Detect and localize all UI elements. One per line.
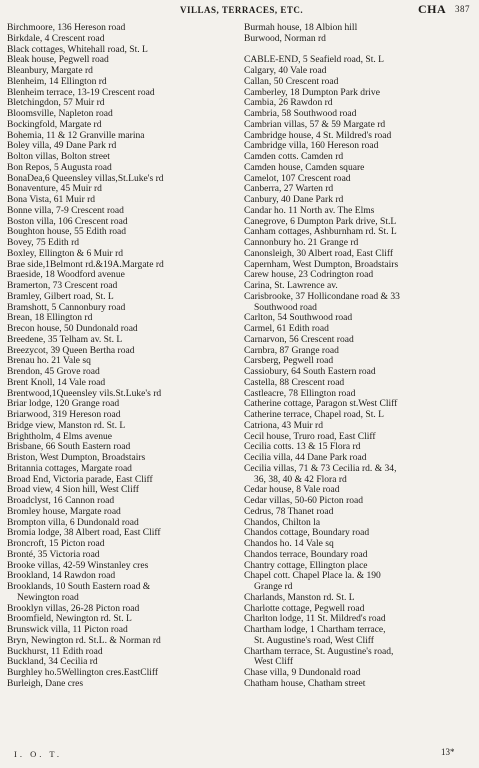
- directory-entry: CABLE-END, 5 Seafield road, St. L: [244, 55, 384, 66]
- directory-entry: Cambridge house, 4 St. Mildred's road: [244, 130, 392, 141]
- directory-entry: Carew house, 23 Codrington road: [244, 270, 374, 281]
- directory-entry: Bon Repos, 5 Augusta road: [7, 162, 112, 173]
- directory-entry: Cannonbury ho. 21 Grange rd: [244, 238, 359, 248]
- directory-entry: Charlotte cottage, Pegwell road: [244, 603, 365, 614]
- directory-entry: Newington road: [17, 592, 79, 603]
- directory-entry: Braeside, 18 Woodford avenue: [7, 270, 125, 281]
- footer-sheet-mark: 13*: [441, 747, 455, 757]
- directory-entry: Bleak house, Pegwell road: [7, 55, 109, 66]
- directory-entry: West Cliff: [254, 657, 294, 668]
- directory-entry: Grange rd: [254, 582, 293, 592]
- directory-entry: Boley villa, 49 Dane Park rd: [7, 141, 117, 152]
- directory-entry: Brooklands, 10 South Eastern road &: [7, 582, 151, 592]
- directory-entry: Brenau ho. 21 Vale sq: [7, 356, 91, 367]
- directory-entry: Castella, 88 Crescent road: [244, 377, 345, 388]
- directory-entry: Brae side,1Belmont rd.&19A.Margate rd: [7, 259, 164, 270]
- directory-entry: Capernham, West Dumpton, Broadstairs: [244, 259, 399, 270]
- directory-entry: Bovey, 75 Edith rd: [7, 238, 80, 248]
- directory-entry: Britannia cottages, Margate road: [7, 463, 132, 474]
- directory-entry: Chase villa, 9 Dundonald road: [244, 668, 361, 678]
- directory-entry: Bonaventure, 45 Muir rd: [7, 184, 102, 195]
- directory-entry: Bohemia, 11 & 12 Granville marina: [7, 130, 145, 141]
- directory-entry: 36, 38, 40 & 42 Flora rd: [254, 474, 347, 485]
- directory-entry: Brean, 18 Ellington rd: [7, 313, 93, 324]
- directory-entry: St. Augustine's road, West Cliff: [254, 635, 374, 646]
- directory-entry: Chandos cottage, Boundary road: [244, 528, 370, 539]
- directory-entry: Buckland, 34 Cecilia rd: [7, 657, 98, 668]
- directory-entry: Carisbrooke, 37 Hollicondane road & 33: [244, 291, 400, 302]
- page-header: [0, 3, 479, 19]
- directory-entry: Bramley, Gilbert road, St. L: [7, 291, 114, 302]
- directory-entry: Bloomsville, Napleton road: [7, 109, 113, 119]
- directory-entry: Blenheim terrace, 13-19 Crescent road: [7, 87, 155, 98]
- directory-entry: Bonne villa, 7-9 Crescent road: [7, 205, 124, 216]
- directory-entry: Bramshott, 5 Cannonbury road: [7, 302, 126, 313]
- directory-entry: Carnbra, 87 Grange road: [244, 345, 339, 356]
- directory-entry: Bramerton, 73 Crescent road: [7, 281, 118, 291]
- directory-entry: Breezycot, 39 Queen Bertha road: [7, 345, 135, 356]
- right-column: [244, 23, 476, 690]
- directory-entry: Camden house, Camden square: [244, 162, 365, 173]
- directory-entry: Brightholm, 4 Elms avenue: [7, 431, 113, 442]
- directory-entry: Burghley ho.5Wellington cres.EastCliff: [7, 668, 159, 678]
- directory-entry: Burwood, Norman rd: [244, 33, 326, 44]
- directory-entry: Cecilia cotts. 13 & 15 Flora rd: [244, 442, 361, 453]
- directory-entry: Boughton house, 55 Edith road: [7, 227, 127, 238]
- directory-entry: Blenheim, 14 Ellington rd: [7, 76, 107, 87]
- directory-entry: Catriona, 43 Muir rd: [244, 420, 324, 431]
- directory-entry: Candar ho. 11 North av. The Elms: [244, 205, 375, 216]
- directory-entry: Birchmoore, 136 Hereson road: [7, 23, 126, 33]
- directory-entry: Chapel cott. Chapel Place la. & 190: [244, 571, 381, 582]
- directory-entry: Chandos, Chilton la: [244, 517, 321, 528]
- directory-entry: Canegrove, 6 Dumpton Park drive, St.L: [244, 216, 397, 227]
- directory-entry: Carlton, 54 Southwood road: [244, 313, 353, 324]
- directory-entry: Bronté, 35 Victoria road: [7, 549, 100, 560]
- directory-entry: Carnarvon, 56 Crescent road: [244, 334, 354, 345]
- directory-entry: Cambrian villas, 57 & 59 Margate rd: [244, 119, 386, 130]
- directory-entry: Cecilia villas, 71 & 73 Cecilia rd. & 34,: [244, 463, 397, 474]
- directory-entry: Breedene, 35 Telham av. St. L: [7, 334, 123, 345]
- directory-entry: Cedrus, 78 Thanet road: [244, 506, 334, 517]
- directory-entry: Bletchingdon, 57 Muir rd: [7, 98, 105, 109]
- directory-entry: Camelot, 107 Crescent road: [244, 173, 351, 184]
- directory-entry: Bockingfold, Margate rd: [7, 119, 102, 130]
- directory-entry: Charlands, Manston rd. St. L: [244, 592, 355, 603]
- directory-entry: Bromia lodge, 38 Albert road, East Cliff: [7, 528, 161, 539]
- directory-entry: Camberley, 18 Dumpton Park drive: [244, 87, 380, 98]
- directory-entry: Bolton villas, Bolton street: [7, 152, 110, 162]
- directory-entry: Bryn, Newington rd. St.L. & Norman rd: [7, 635, 161, 646]
- directory-entry: Brecon house, 50 Dundonald road: [7, 324, 138, 334]
- directory-entry: Carina, St. Lawrence av.: [244, 281, 338, 291]
- directory-entry: Bromley house, Margate road: [7, 506, 121, 517]
- directory-entry: Canonsleigh, 30 Albert road, East Cliff: [244, 248, 394, 259]
- directory-entry: Brisbane, 66 South Eastern road: [7, 442, 131, 453]
- directory-entry: Carmel, 61 Edith road: [244, 324, 329, 334]
- directory-entry: Chandos terrace, Boundary road: [244, 549, 368, 560]
- directory-entry: BonaDea,6 Queensley villas,St.Luke's rd: [7, 173, 164, 184]
- directory-entry: Broomfield, Newington rd. St. L: [7, 614, 132, 625]
- directory-entry: Charlton lodge, 11 St. Mildred's road: [244, 614, 386, 625]
- directory-entry: Bleanbury, Margate rd: [7, 66, 93, 76]
- directory-entry: Brooke villas, 42-59 Winstanley cres: [7, 560, 149, 571]
- directory-entry: Castleacre, 78 Ellington road: [244, 388, 356, 399]
- directory-entry: Canham cottages, Ashburnham rd. St. L: [244, 227, 397, 238]
- directory-entry: Cecil house, Truro road, East Cliff: [244, 431, 376, 442]
- page-number: 387: [455, 4, 470, 14]
- index-letters: CHA: [418, 2, 447, 16]
- directory-entry: Callan, 50 Crescent road: [244, 76, 339, 87]
- directory-entry: Birkdale, 4 Crescent road: [7, 33, 105, 44]
- directory-entry: Broncroft, 15 Picton road: [7, 539, 105, 549]
- directory-entry: Buckhurst, 11 Edith road: [7, 646, 103, 657]
- directory-entry: Burleigh, Dane cres: [7, 678, 84, 689]
- section-title: VILLAS, TERRACES, ETC.: [180, 5, 304, 15]
- directory-entry: Brentwood,1Queensley vils.St.Luke's rd: [7, 388, 162, 399]
- directory-entry: Brendon, 45 Grove road: [7, 367, 100, 377]
- directory-entry: Canberra, 27 Warten rd: [244, 184, 334, 195]
- directory-entry: Brent Knoll, 14 Vale road: [7, 377, 106, 388]
- directory-entry: Bridge view, Manston rd. St. L: [7, 420, 126, 431]
- directory-entry: Brooklyn villas, 26-28 Picton road: [7, 603, 140, 614]
- directory-entry: Cambridge villa, 160 Hereson road: [244, 141, 379, 152]
- directory-entry: Cedar villas, 50-60 Picton road: [244, 496, 364, 506]
- directory-entry: Boston villa, 106 Crescent road: [7, 216, 128, 227]
- directory-entry: Chandos ho. 14 Vale sq: [244, 539, 334, 549]
- directory-entry: Carsberg, Pegwell road: [244, 356, 334, 367]
- directory-entry: Briar lodge, 120 Grange road: [7, 399, 120, 410]
- directory-entry: Cedar house, 8 Vale road: [244, 485, 340, 496]
- directory-entry: Chartham terrace, St. Augustine's road,: [244, 646, 394, 657]
- directory-entry: Bona Vista, 61 Muir rd: [7, 195, 96, 205]
- directory-entry: Brompton villa, 6 Dundonald road: [7, 517, 139, 528]
- left-column: [7, 23, 233, 690]
- directory-entry: Cecilia villa, 44 Dane Park road: [244, 453, 367, 463]
- footer-signature: I. O. T.: [14, 749, 63, 759]
- directory-entry: Chartham lodge, 1 Chartham terrace,: [244, 625, 386, 635]
- directory-entry: Canbury, 40 Dane Park rd: [244, 195, 344, 205]
- directory-entry: Catherine cottage, Paragon st.West Cliff: [244, 399, 398, 410]
- directory-entry: Southwood road: [254, 302, 317, 313]
- directory-entry: Cambia, 26 Rawdon rd: [244, 98, 333, 109]
- directory-entry: Broad view, 4 Sion hill, West Cliff: [7, 485, 139, 496]
- directory-entry: [244, 45, 476, 56]
- directory-entry: Broadclyst, 16 Cannon road: [7, 496, 115, 506]
- directory-entry: Cambria, 58 Southwood road: [244, 109, 357, 119]
- directory-entry: Briarwood, 319 Hereson road: [7, 410, 121, 420]
- directory-entry: Camden cotts. Camden rd: [244, 152, 344, 162]
- directory-entry: Boxley, Ellington & 6 Muir rd: [7, 248, 124, 259]
- directory-entry: Brunswick villa, 11 Picton road: [7, 625, 128, 635]
- directory-entry: Black cottages, Whitehall road, St. L: [7, 44, 148, 55]
- directory-entry: Chatham house, Chatham street: [244, 678, 366, 689]
- directory-entry: Chantry cottage, Ellington place: [244, 560, 368, 571]
- directory-entry: Brookland, 14 Rawdon road: [7, 571, 116, 582]
- directory-entry: Burmah house, 18 Albion hill: [244, 23, 358, 33]
- directory-entry: Briston, West Dumpton, Broadstairs: [7, 453, 146, 463]
- directory-entry: Catherine terrace, Chapel road, St. L: [244, 410, 384, 420]
- directory-entry: Calgary, 40 Vale road: [244, 66, 327, 76]
- directory-entry: Cassiobury, 64 South Eastern road: [244, 367, 376, 377]
- directory-entry: Broad End, Victoria parade, East Cliff: [7, 474, 153, 485]
